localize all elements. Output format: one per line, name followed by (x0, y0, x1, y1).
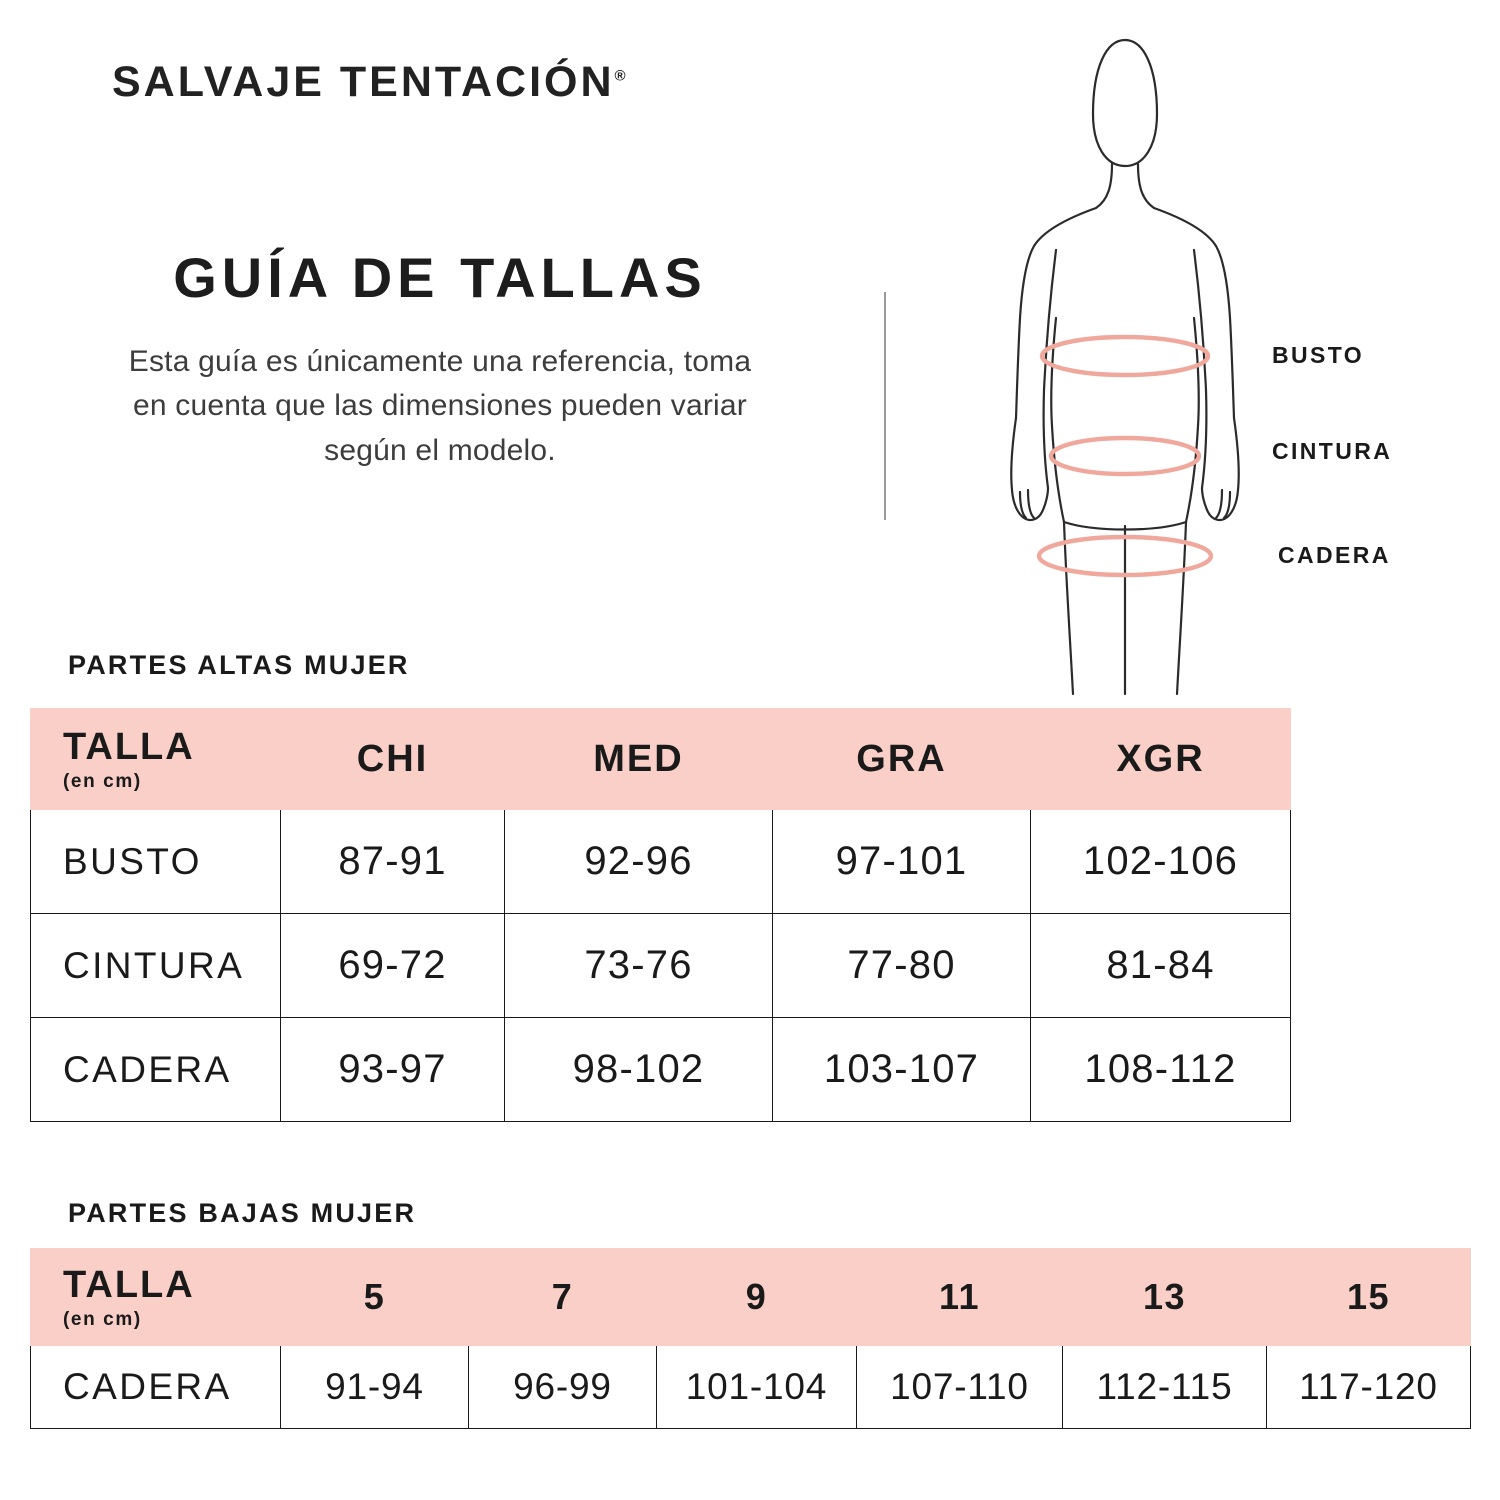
table-altas-col-med: MED (505, 709, 773, 810)
section-caption-altas: PARTES ALTAS MUJER (68, 650, 410, 680)
intro-block (60, 245, 820, 503)
table-altas-col-xgr: XGR (1031, 709, 1291, 810)
cell-cintura-chi: 69-72 (281, 914, 505, 1018)
female-body-silhouette-icon (960, 18, 1290, 698)
cell-cadera-9: 101-104 (657, 1346, 857, 1429)
cell-cintura-med: 73-76 (505, 914, 773, 1018)
cell-busto-chi: 87-91 (281, 810, 505, 914)
table-bajas-header-row (31, 1249, 1471, 1346)
cell-cadera-chi: 93-97 (281, 1018, 505, 1122)
table-bajas-col-7: 7 (469, 1249, 657, 1346)
row-label-cadera-bajas: CADERA (31, 1346, 281, 1429)
trademark-symbol: ® (614, 67, 626, 85)
table-altas-header-unit: (en cm) (63, 770, 142, 792)
table-row (31, 1346, 1471, 1429)
cell-cadera-11: 107-110 (857, 1346, 1063, 1429)
table-altas-header-row (31, 709, 1291, 810)
table-altas-col-gra: GRA (773, 709, 1031, 810)
figure-labels (1272, 0, 1492, 680)
page-title: GUÍA DE TALLAS (173, 246, 707, 309)
cell-cadera-med: 98-102 (505, 1018, 773, 1122)
table-partes-altas (30, 708, 1291, 1122)
row-label-cintura: CINTURA (31, 914, 281, 1018)
intro-text: Esta guía es únicamente una referencia, toma en cuenta que las dimensiones pueden variar según el modelo. (128, 345, 752, 467)
section-caption-bajas: PARTES BAJAS MUJER (68, 1198, 417, 1228)
table-bajas-col-9: 9 (657, 1249, 857, 1346)
cell-cadera-gra: 103-107 (773, 1018, 1031, 1122)
label-cintura: CINTURA (1272, 438, 1393, 464)
table-bajas-col-5: 5 (281, 1249, 469, 1346)
row-label-cadera: CADERA (31, 1018, 281, 1122)
label-busto: BUSTO (1272, 342, 1365, 368)
cintura-measure-line (1051, 438, 1199, 474)
cell-cadera-xgr: 108-112 (1031, 1018, 1291, 1122)
table-bajas-header-talla (31, 1249, 281, 1346)
cell-cintura-xgr: 81-84 (1031, 914, 1291, 1018)
cell-cadera-13: 112-115 (1063, 1346, 1267, 1429)
cell-busto-gra: 97-101 (773, 810, 1031, 914)
table-bajas-col-15: 15 (1267, 1249, 1471, 1346)
cell-busto-xgr: 102-106 (1031, 810, 1291, 914)
cell-cintura-gra: 77-80 (773, 914, 1031, 1018)
table-altas-header-talla-label: TALLA (63, 725, 195, 768)
cell-busto-med: 92-96 (505, 810, 773, 914)
table-partes-bajas (30, 1248, 1471, 1429)
brand-title (112, 58, 626, 107)
label-cadera: CADERA (1278, 542, 1391, 568)
table-row (31, 1018, 1291, 1122)
table-bajas-col-13: 13 (1063, 1249, 1267, 1346)
vertical-divider (884, 292, 886, 520)
table-altas-header-talla (31, 709, 281, 810)
table-bajas-header-unit: (en cm) (63, 1308, 142, 1330)
cell-cadera-7: 96-99 (469, 1346, 657, 1429)
table-row (31, 914, 1291, 1018)
table-bajas-col-11: 11 (857, 1249, 1063, 1346)
table-altas-col-chi: CHI (281, 709, 505, 810)
table-row (31, 810, 1291, 914)
body-figure (960, 18, 1290, 698)
cell-cadera-5: 91-94 (281, 1346, 469, 1429)
cell-cadera-15: 117-120 (1267, 1346, 1471, 1429)
table-bajas-header-talla-label: TALLA (63, 1263, 195, 1306)
row-label-busto: BUSTO (31, 810, 281, 914)
busto-measure-line (1042, 337, 1208, 375)
brand-name: SALVAJE TENTACIÓN (112, 58, 615, 106)
